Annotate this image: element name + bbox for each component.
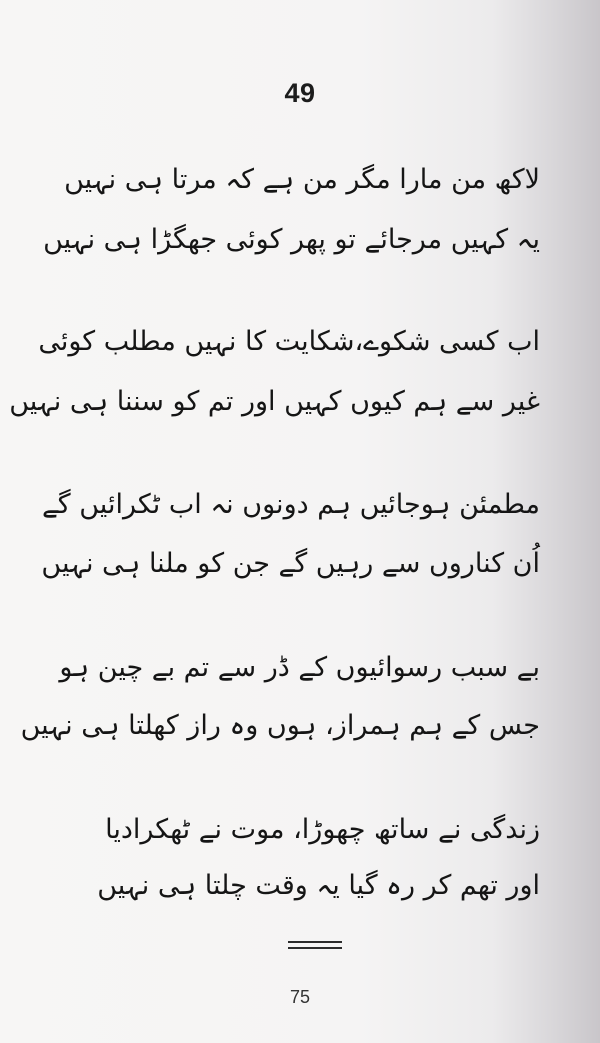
stanza-5-line-1: زندگی نے ساتھ چھوڑا، موت نے ٹھکرادیا	[105, 814, 540, 845]
stanza-3-line-1: مطمئن ہوجائیں ہم دونوں نہ اب ٹکرائیں گے	[41, 489, 540, 520]
stanza-4-line-1: بے سبب رسوائیوں کے ڈر سے تم بے چین ہو	[59, 652, 540, 683]
stanza-3-line-2: اُن کناروں سے رہیں گے جن کو ملنا ہی نہیں	[41, 548, 540, 579]
page-number-top: 49	[284, 78, 316, 108]
page-number-bottom: 75	[289, 987, 311, 1007]
divider-line-1	[288, 941, 342, 943]
divider-line-2	[288, 947, 342, 949]
stanza-2-line-2: غیر سے ہم کیوں کہیں اور تم کو سننا ہی نہیں	[9, 386, 540, 417]
stanza-5-line-2: اور تھم کر رہ گیا یہ وقت چلتا ہی نہیں	[97, 870, 540, 901]
stanza-1-line-1: لاکھ من مارا مگر من ہے کہ مرتا ہی نہیں	[64, 164, 540, 195]
stanza-1-line-2: یہ کہیں مرجائے تو پھر کوئی جھگڑا ہی نہیں	[43, 224, 540, 255]
stanza-2-line-1: اب کسی شکوے،شکایت کا نہیں مطلب کوئی	[38, 326, 540, 357]
stanza-4-line-2: جس کے ہم ہمراز، ہوں وہ راز کھلتا ہی نہیں	[20, 710, 540, 741]
